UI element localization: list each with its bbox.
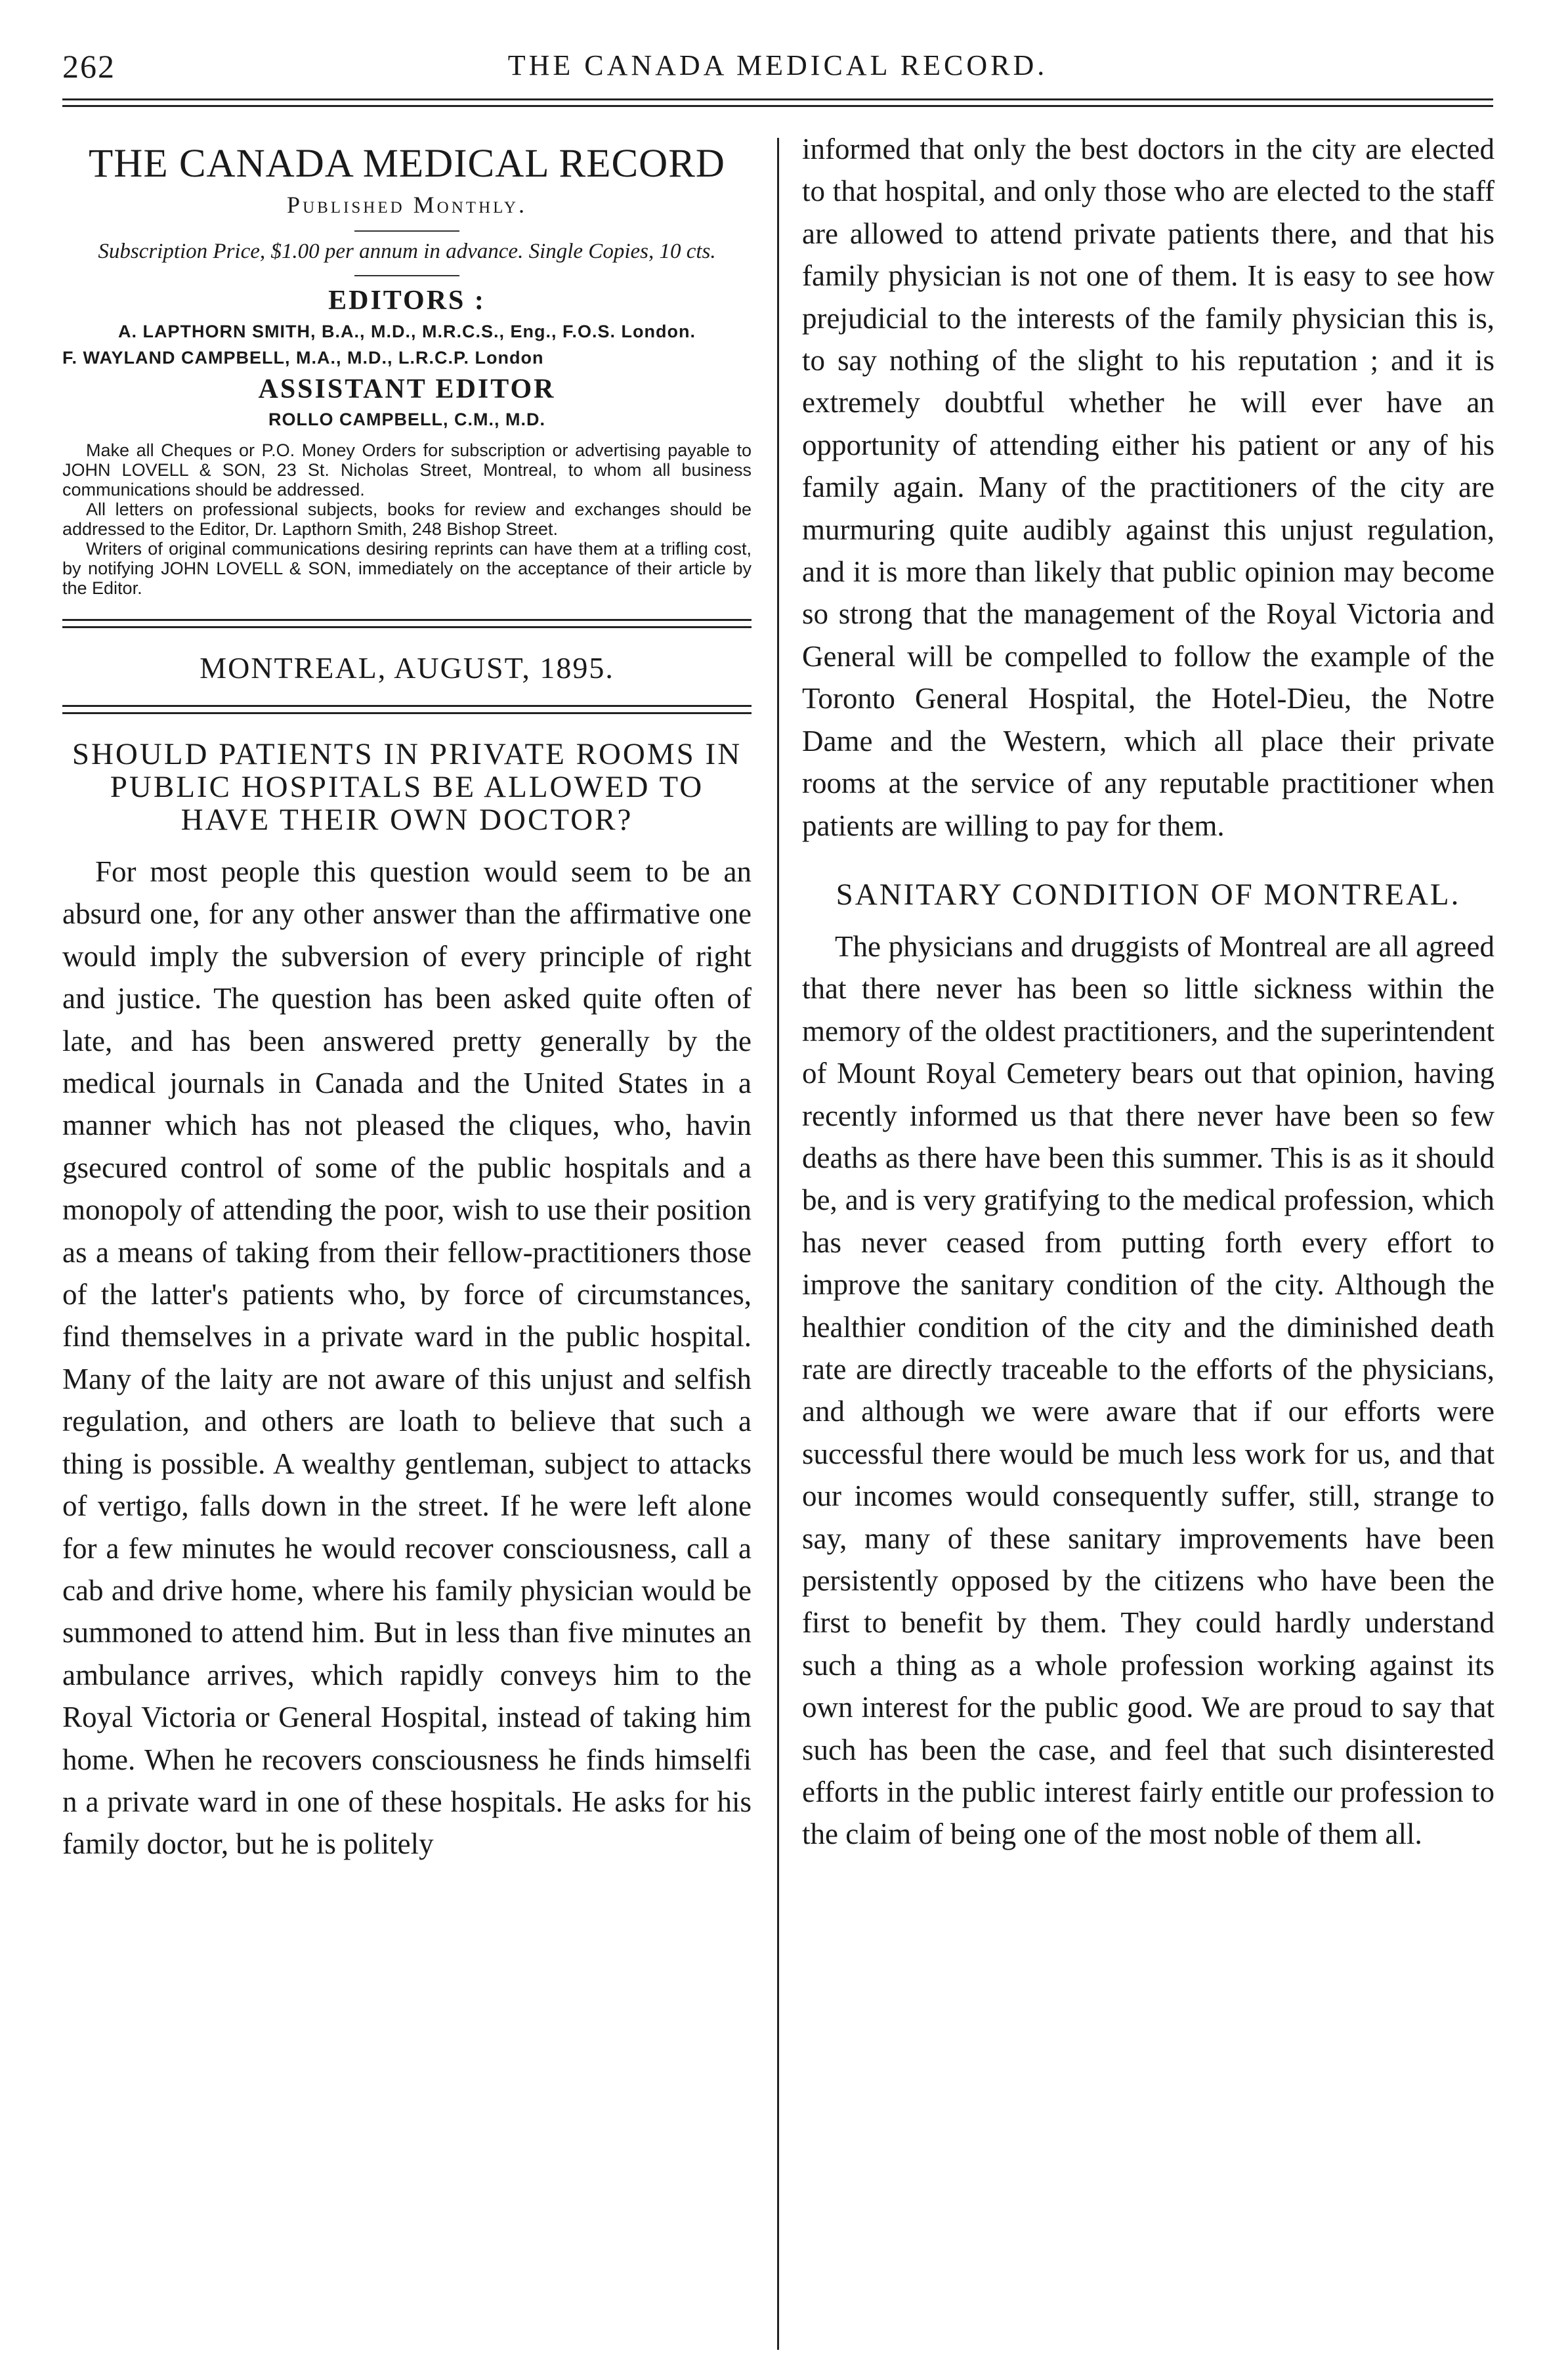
- running-title: THE CANADA MEDICAL RECORD.: [507, 49, 1048, 81]
- dateline-double-rule: [62, 705, 752, 714]
- article-body-continued: informed that only the best doctors in the city are elected to that hospital, and only those who are elected to the staff are allowed to attend private patients there, and that his family physician is not one of them. It is easy to see how prejudicial to the interests of the family physician this is, to say nothing of the slight to his reputation ; and it is extremely doubtful whether he will ever have an opportunity of attending either his patient or any of his family again. Many of the practitioners of the city are murmuring quite audibly against this unjust regulation, and it is more than likely that public opinion may become so strong that the management of the Royal Victoria and General will be compelled to follow the example of the Toronto General Hospital, the Hotel-Dieu, the Notre Dame and the Western, which all place their private rooms at the service of any reputable practitioner when patients are willing to pay for them.: [802, 133, 1494, 842]
- subscription-price: Subscription Price, $1.00 per annum in advance. Single Copies, 10 cts.: [98, 240, 716, 263]
- header-rule-top: [62, 98, 1493, 100]
- masthead-double-rule: [62, 619, 752, 628]
- editors-heading: EDITORS :: [328, 286, 486, 316]
- notice-reprints: Writers of original communications desiring reprints can have them at a trifling cost, by notifying JOHN LOVELL & SON, immediately on the acceptance of their article by the Editor.: [62, 539, 752, 598]
- masthead-title: THE CANADA MEDICAL RECORD: [89, 142, 725, 186]
- notice-letters: All letters on professional subjects, books for review and exchanges should be addressed to the Editor, Dr. Lapthorn Smith, 248 Bishop Street.: [62, 499, 752, 539]
- page-number: 262: [62, 48, 116, 85]
- left-column: [62, 128, 752, 1865]
- masthead: [62, 140, 752, 598]
- editors-rule: [354, 275, 459, 276]
- right-column: [802, 128, 1494, 1856]
- column-divider: [777, 138, 779, 2350]
- assistant-editor-name: ROLLO CAMPBELL, C.M., M.D.: [268, 410, 545, 429]
- article-body-sanitary: The physicians and druggists of Montreal are all agreed that there never has been so little sickness within the memory of the oldest practitioners, and the superintendent of Mount Royal Cemetery bears out that opinion, having recently informed us that there never have been so few deaths as there have been this summer. This is as it should be, and is very gratifying to the medical profession, which has never ceased from putting forth every effort to improve the sanitary condition of the city. Although the healthier condition of the city and the diminished death rate are directly traceable to the efforts of the physicians, and although we were aware that if our efforts were successful there would be much less work for us, and that our incomes would consequently suffer, still, strange to say, many of these sanitary improvements have been persistently opposed by the citizens who have been the first to benefit by them. They could hardly understand such a thing as a whole profession working against its own interest for the public good. We are proud to say that such has been the case, and feel that such disinterested efforts in the public interest fairly entitle our profession to the claim of being one of the most noble of them all.: [802, 929, 1494, 1851]
- publisher-notices: [62, 440, 752, 598]
- dateline: MONTREAL, AUGUST, 1895.: [200, 651, 614, 685]
- masthead-subtitle: Published Monthly.: [287, 192, 527, 218]
- article-body-left: For most people this question would seem to be an absurd one, for any other answer than the affirmative one would imply the subversion of every principle of right and justice. The question has been asked quite often of late, and has been answered pretty generally by the medical journals in Canada and the United States in a manner which has not pleased the cliques, who, havin gsecured control of some of the public hospitals and a monopoly of attending the poor, wish to use their position as a means of taking from their fellow-practitioners those of the latter's patients who, by force of circumstances, find themselves in a private ward in the public hospital. Many of the laity are not aware of this unjust and selfish regulation, and others are loath to believe that such a thing is possible. A wealthy gentleman, subject to attacks of vertigo, falls down in the street. If he were left alone for a few minutes he would recover consciousness, call a cab and drive home, where his family physician would be summoned to attend him. But in less than five minutes an ambulance arrives, which rapidly conveys him to the Royal Victoria or General Hospital, instead of taking him home. When he recovers consciousness he finds himselfi n a private ward in one of these hospitals. He asks for his family doctor, but he is politely: [62, 855, 752, 1861]
- masthead-rule: [354, 230, 459, 232]
- header-rule-bottom: [62, 105, 1493, 107]
- running-head: [62, 47, 1493, 93]
- notice-payments: Make all Cheques or P.O. Money Orders for subscription or advertising payable to JOHN LOVELL & SON, 23 St. Nicholas Street, Montreal, to whom all business communications should be addressed.: [62, 440, 752, 499]
- editor-smith: A. LAPTHORN SMITH, B.A., M.D., M.R.C.S., Eng., F.O.S. London.: [118, 322, 696, 341]
- editor-campbell: F. WAYLAND CAMPBELL, M.A., M.D., L.R.C.P. London: [62, 348, 544, 368]
- article-title-sanitary: SANITARY CONDITION OF MONTREAL.: [836, 877, 1461, 912]
- article-title-private-rooms: SHOULD PATIENTS IN PRIVATE ROOMS IN PUBLIC HOSPITALS BE ALLOWED TO HAVE THEIR OWN DOCTOR?: [72, 737, 742, 837]
- assistant-editor-heading: ASSISTANT EDITOR: [258, 374, 556, 404]
